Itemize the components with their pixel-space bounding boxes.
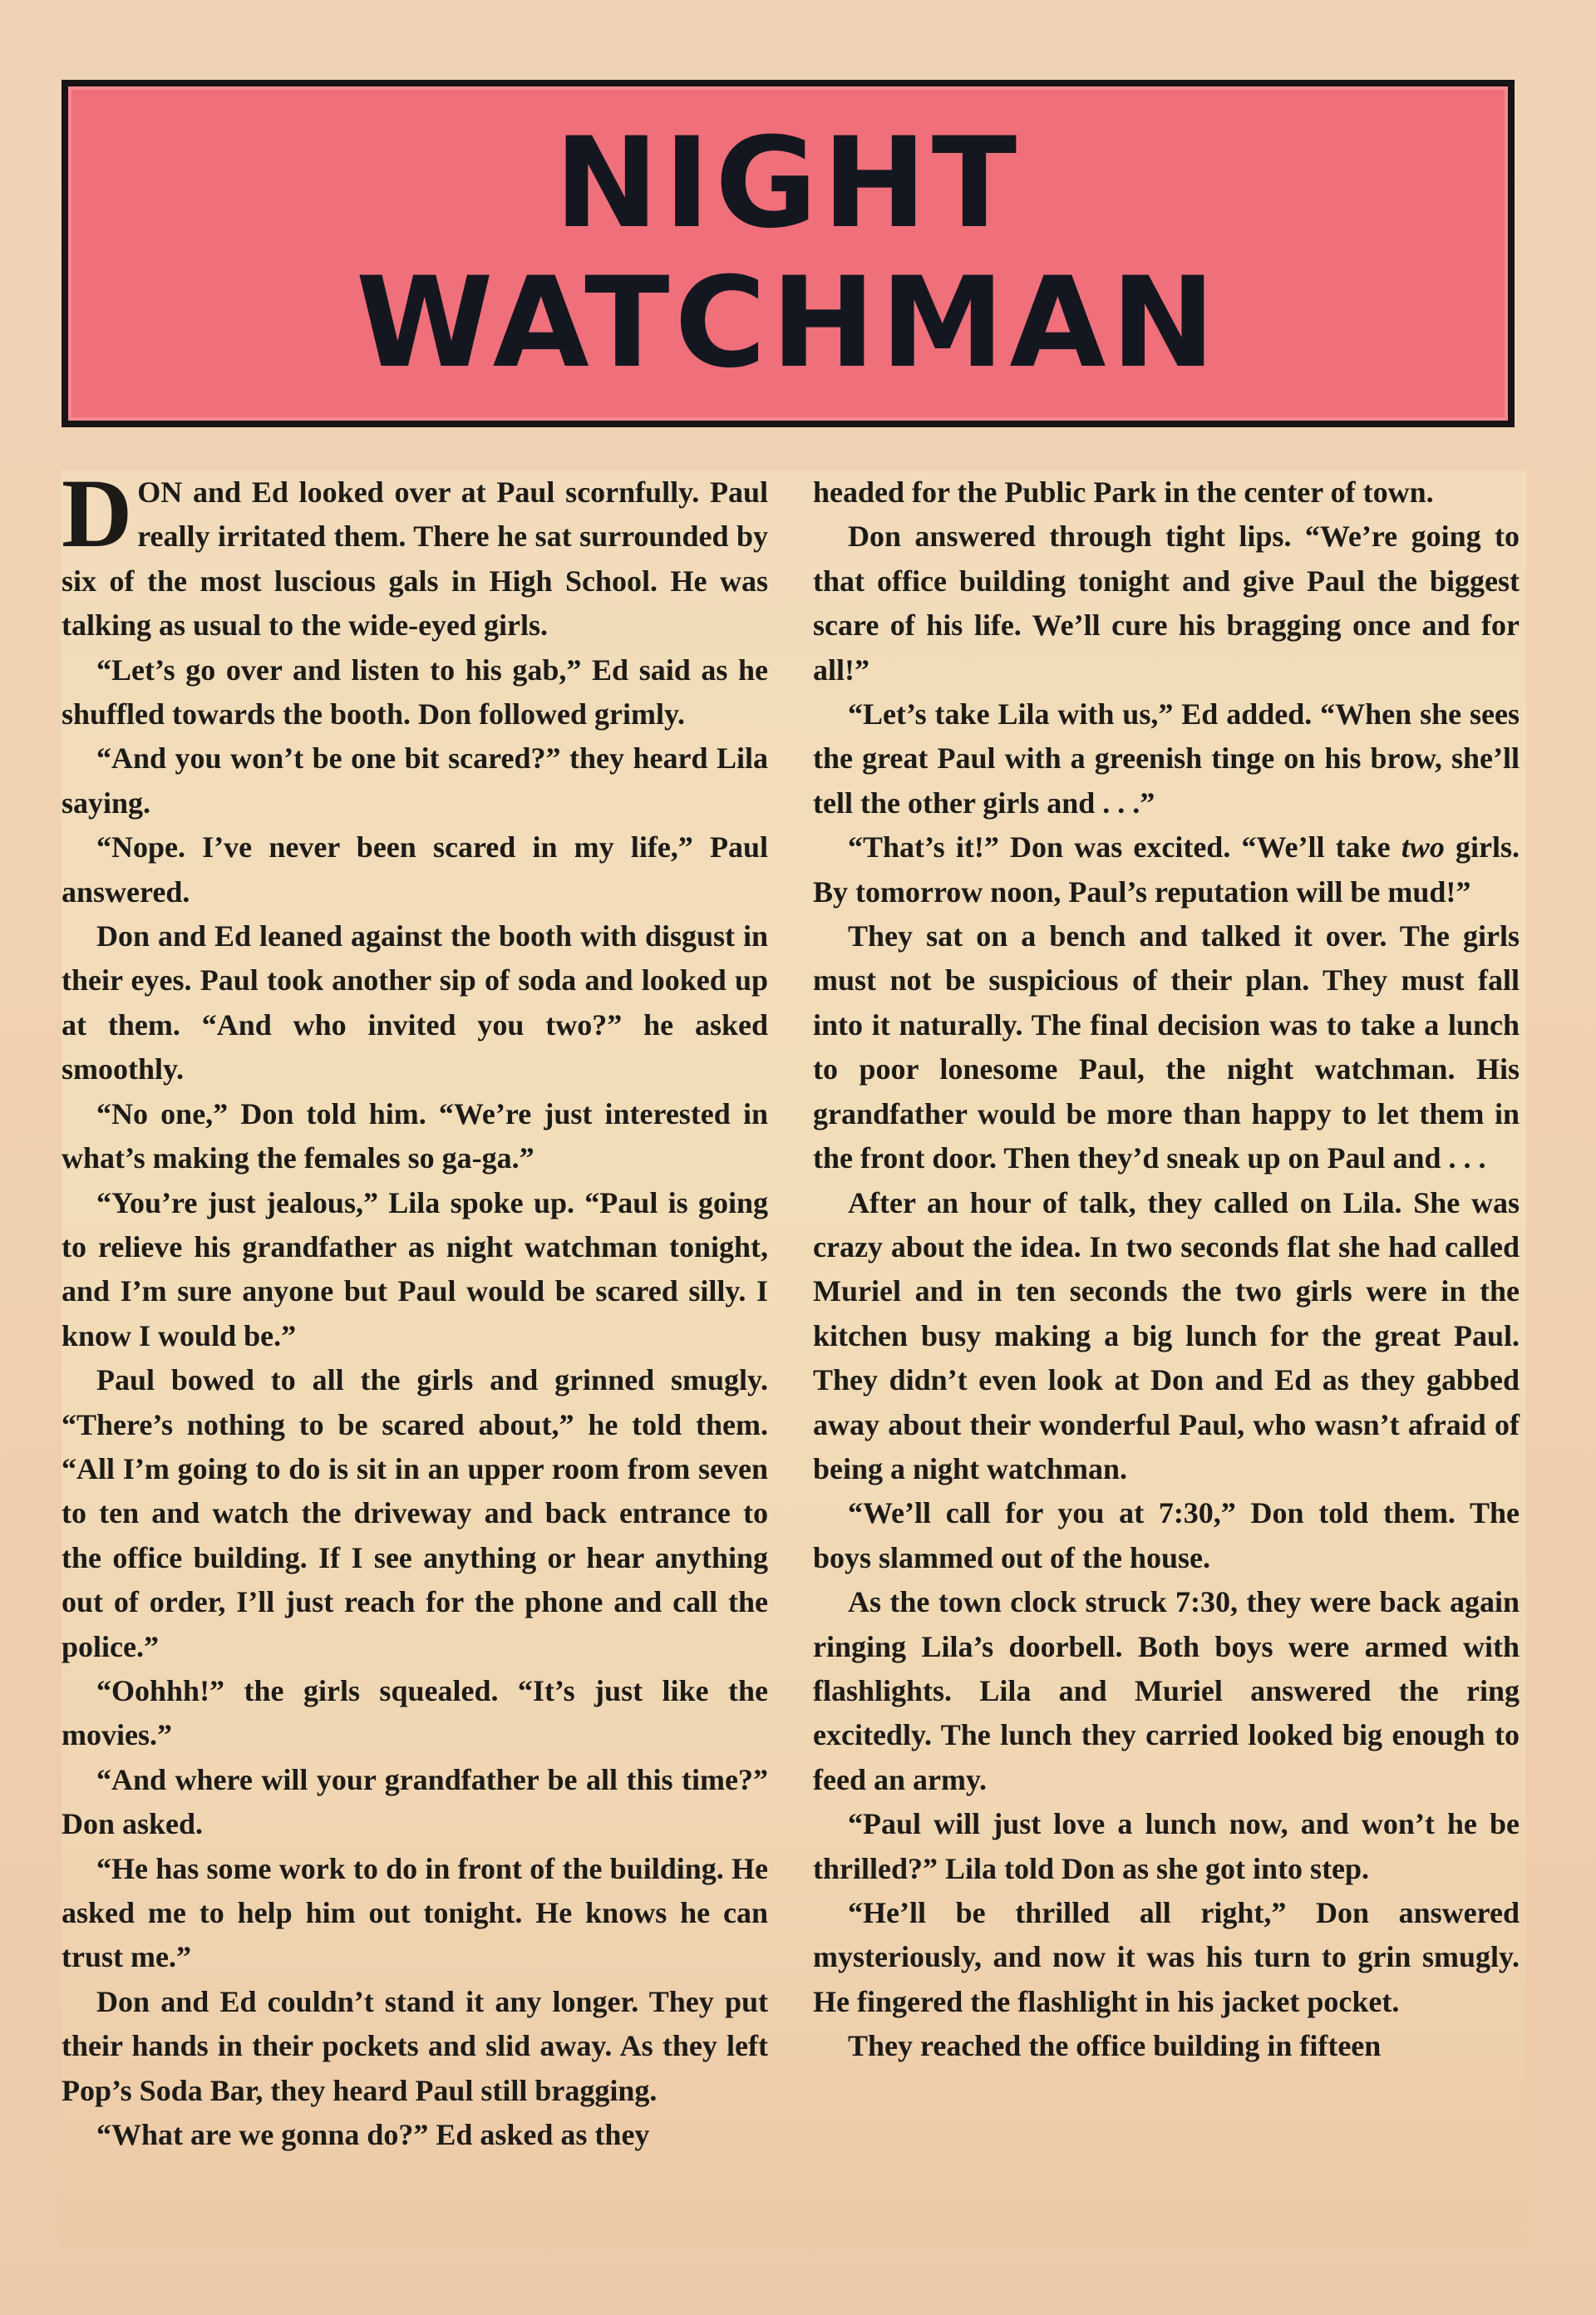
title-line-2: WATCHMAN	[356, 251, 1220, 396]
paragraph: “And where will your grandfather be all this time?” Don asked.	[62, 1762, 768, 1841]
paragraph-text: girls. By tomorrow noon, Paul’s reputation will be mud!”	[813, 830, 1520, 909]
title-banner	[62, 80, 1515, 427]
paragraph: After an hour of talk, they called on Lila. She was crazy about the idea. In two seconds flat she had called Muriel and in ten seconds the two girls were in the kitchen busy making a big lunch for the great Paul. They didn’t even look at Don and Ed as they gabbed away about their wonderful Paul, who wasn’t afraid of being a night watchman.	[813, 1185, 1520, 1485]
paragraph-text: and Ed looked over at Paul scornfully. Paul really irritated them. There he sat surrounded by six of the most luscious gals in High School. He was talking as usual to the wide-eyed girls.	[62, 475, 768, 643]
right-column	[813, 470, 1520, 2069]
story-body	[62, 459, 1526, 2249]
paragraph: They reached the office building in fifteen	[848, 2029, 1382, 2063]
paragraph: Don and Ed leaned against the booth with disgust in their eyes. Paul took another sip of soda and looked up at them. “And who invited you two?” he asked smoothly.	[62, 919, 768, 1086]
paragraph: “Paul will just love a lunch now, and won’t he be thrilled?” Lila told Don as she got into step.	[813, 1807, 1520, 1885]
paragraph: “Let’s take Lila with us,” Ed added. “When she sees the great Paul with a greenish tinge on his brow, she’ll tell the other girls and . . .”	[813, 697, 1520, 820]
paragraph: “We’ll call for you at 7:30,” Don told them. The boys slammed out of the house.	[813, 1496, 1520, 1574]
paragraph: “And you won’t be one bit scared?” they heard Lila saying.	[62, 741, 768, 820]
paragraph: “Oohhh!” the girls squealed. “It’s just like the movies.”	[62, 1673, 768, 1752]
paragraph: “What are we gonna do?” Ed asked as they	[96, 2118, 650, 2152]
paragraph: As the town clock struck 7:30, they were back again ringing Lila’s doorbell. Both boys were armed with flashlights. Lila and Muriel answered the ring excitedly. The lunch they carried looked big enough to feed an army.	[813, 1585, 1520, 1796]
paragraph	[813, 825, 1520, 914]
paragraph: Don and Ed couldn’t stand it any longer. They put their hands in their pockets and slid away. As they left Pop’s Soda Bar, they heard Paul still bragging.	[62, 1984, 768, 2107]
paragraph: “You’re just jealous,” Lila spoke up. “Paul is going to relieve his grandfather as night watchman tonight, and I’m sure anyone but Paul would be scared silly. I know I would be.”	[62, 1185, 768, 1352]
paragraph: “No one,” Don told him. “We’re just interested in what’s making the females so ga-ga.”	[62, 1096, 768, 1175]
paragraph	[62, 459, 768, 648]
paragraph: They sat on a bench and talked it over. The girls must not be suspicious of their plan. They must fall into it naturally. The final decision was to take a lunch to poor lonesome Paul, the night watchman. His grandfather would be more than happy to let them in the front door. Then they’d sneak up on Paul and . . .	[813, 919, 1520, 1175]
emphasis-text: two	[1401, 830, 1445, 864]
paragraph-text: “That’s it!” Don was excited. “We’ll take	[848, 830, 1401, 864]
paragraph: “Nope. I’ve never been scared in my life,” Paul answered.	[62, 830, 768, 909]
first-word: ON	[137, 475, 183, 509]
title-line-1: NIGHT	[554, 111, 1022, 256]
paragraph: Paul bowed to all the girls and grinned smugly. “There’s nothing to be scared about,” he told them. “All I’m going to do is sit in an upper room from seven to ten and watch the driveway and back entrance to the office building. If I see anything or hear anything out of order, I’ll just reach for the phone and call the police.”	[62, 1363, 768, 1663]
paragraph: “He’ll be thrilled all right,” Don answered mysteriously, and now it was his turn to grin smugly. He fingered the flashlight in his jacket pocket.	[813, 1896, 1520, 2018]
paragraph: “Let’s go over and listen to his gab,” Ed said as he shuffled towards the booth. Don followed grimly.	[62, 653, 768, 731]
left-column	[62, 459, 768, 2157]
paragraph: “He has some work to do in front of the building. He asked me to help him out tonight. He knows he can trust me.”	[62, 1851, 768, 1974]
paragraph: headed for the Public Park in the center of town.	[813, 475, 1434, 509]
paragraph: Don answered through tight lips. “We’re going to that office building tonight and give Paul the biggest scare of his life. We’ll cure his bragging once and for all!”	[813, 520, 1520, 687]
drop-cap: D	[62, 459, 133, 568]
